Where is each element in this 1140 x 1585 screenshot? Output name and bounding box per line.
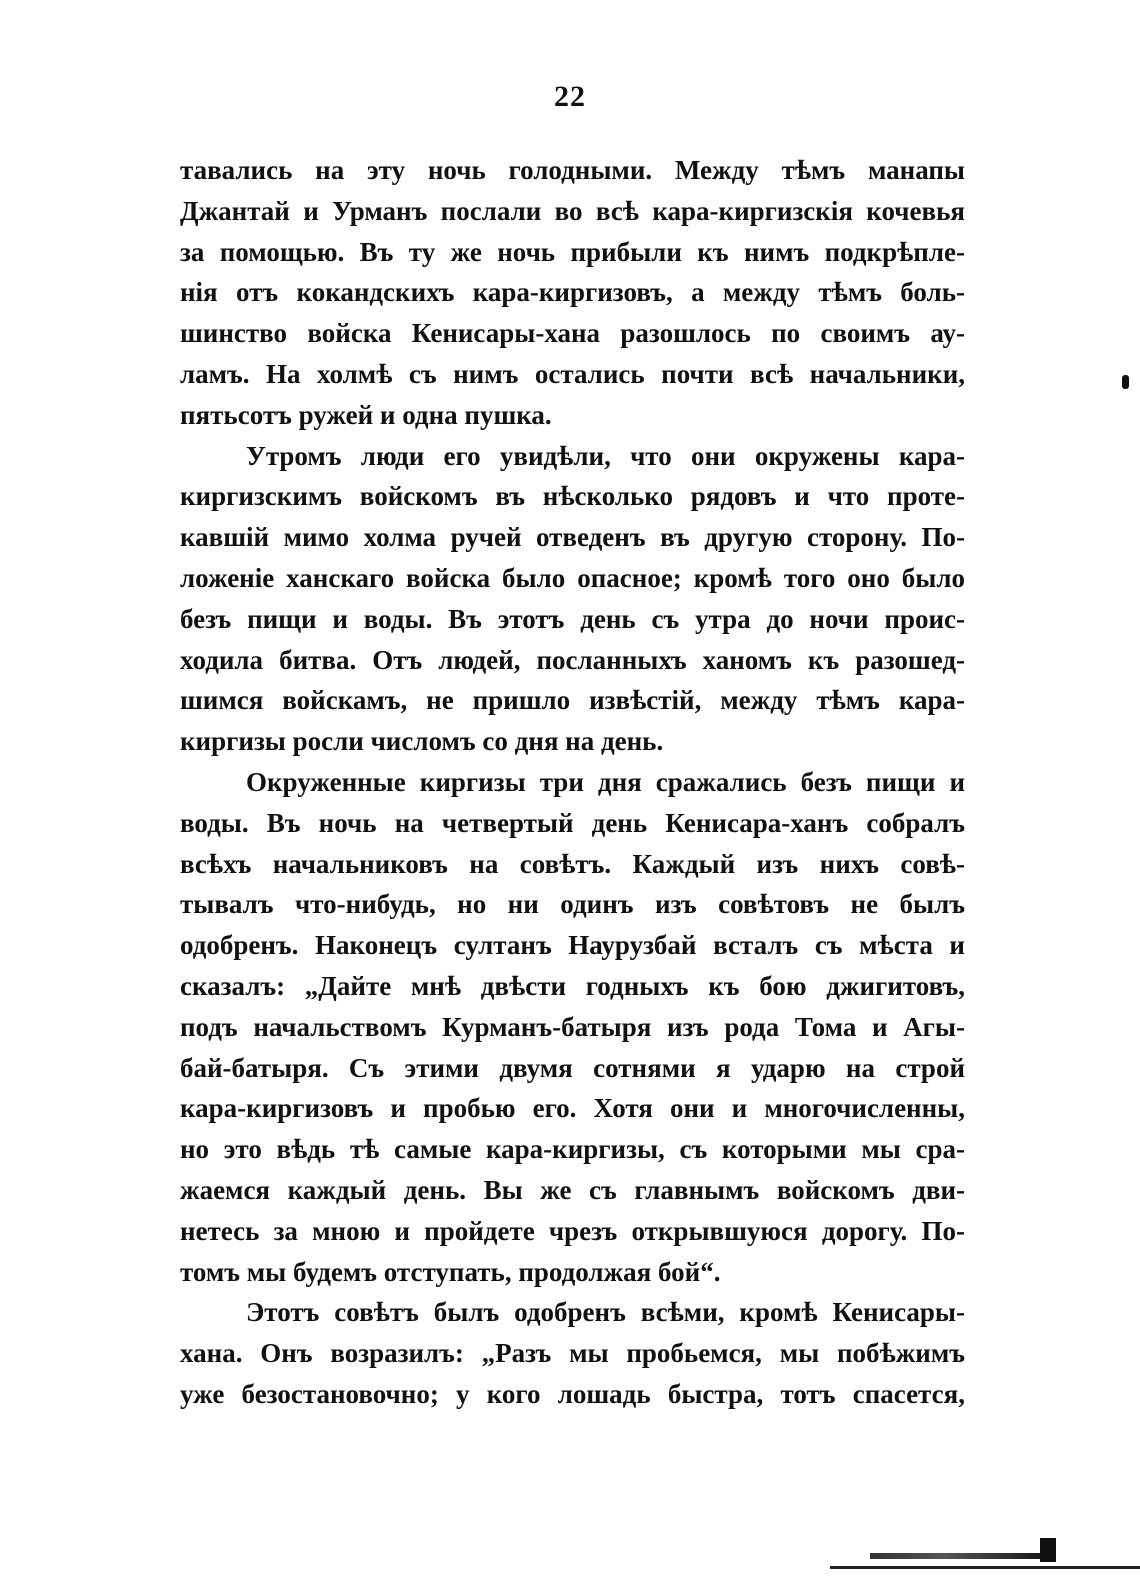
text-line: хана. Онъ возразилъ: „Разъ мы пробьемся, мы побѣжимъ	[180, 1338, 965, 1369]
text-line: всѣхъ начальниковъ на совѣтъ. Каждый изъ нихъ совѣ-	[180, 848, 965, 879]
text-line: шимся войскамъ, не пришло извѣстій, между тѣмъ кара-	[180, 685, 965, 716]
text-line: Окруженные киргизы три дня сражались безъ пищи и	[246, 766, 965, 797]
text-line: ложеніе ханскаго войска было опасное; кромѣ того оно было	[180, 562, 965, 593]
text-line: шинство войска Кенисары-хана разошлось по своимъ ау-	[180, 318, 965, 349]
text-line: безъ пищи и воды. Въ этотъ день съ утра до ночи проис-	[180, 603, 965, 634]
body-text	[180, 150, 965, 1415]
page-number: 22	[554, 80, 586, 113]
text-line: нетесь за мною и пройдете чрезъ открывшуюся дорогу. По-	[180, 1215, 965, 1246]
text-line: Этотъ совѣтъ былъ одобренъ всѣми, кромѣ Кенисары-	[246, 1297, 965, 1328]
text-line: Утромъ люди его увидѣли, что они окружены кара-	[246, 440, 965, 471]
text-line: томъ мы будемъ отступать, продолжая бой“.	[180, 1256, 721, 1287]
text-line: пятьсотъ ружей и одна пушка.	[180, 399, 552, 430]
text-line: но это вѣдь тѣ самые кара-киргизы, съ которыми мы сра-	[180, 1134, 965, 1165]
text-line: воды. Въ ночь на четвертый день Кенисара-ханъ собралъ	[180, 807, 965, 838]
text-line: уже безостановочно; у кого лошадь быстра, тотъ спасется,	[180, 1378, 965, 1409]
text-line: ламъ. На холмѣ съ нимъ остались почти всѣ начальники,	[180, 358, 965, 389]
margin-ink-mark	[1122, 375, 1129, 389]
text-line: одобренъ. Наконецъ султанъ Наурузбай всталъ съ мѣста и	[180, 930, 965, 961]
text-line: Джантай и Урманъ послали во всѣ кара-киргизскія кочевья	[180, 195, 965, 226]
text-line: тавались на эту ночь голодными. Между тѣмъ манапы	[180, 155, 965, 185]
bottom-scan-rule	[830, 1566, 1140, 1569]
text-line: киргизы росли числомъ со дня на день.	[180, 726, 664, 757]
text-line: бай-батыря. Съ этими двумя сотнями я ударю на строй	[180, 1052, 965, 1083]
bottom-scan-mark-end	[1040, 1538, 1056, 1562]
text-line: ходила битва. Отъ людей, посланныхъ ханомъ къ разошед-	[180, 644, 965, 675]
bottom-scan-mark	[870, 1553, 1055, 1559]
text-line: кара-киргизовъ и пробью его. Хотя они и многочисленны,	[180, 1093, 965, 1124]
text-line: нія отъ кокандскихъ кара-киргизовъ, а между тѣмъ боль-	[180, 277, 965, 308]
text-line: киргизскимъ войскомъ въ нѣсколько рядовъ и что проте-	[180, 481, 965, 512]
text-line: жаемся каждый день. Вы же съ главнымъ войскомъ дви-	[180, 1174, 965, 1205]
text-line: кавшій мимо холма ручей отведенъ въ другую сторону. По-	[180, 522, 965, 553]
text-line: за помощью. Въ ту же ночь прибыли къ нимъ подкрѣпле-	[180, 236, 965, 267]
text-line: подъ начальствомъ Курманъ-батыря изъ рода Тома и Агы-	[180, 1011, 965, 1042]
text-line: сказалъ: „Дайте мнѣ двѣсти годныхъ къ бою джигитовъ,	[180, 970, 965, 1001]
text-line: тывалъ что-нибудь, но ни одинъ изъ совѣтовъ не былъ	[180, 889, 965, 920]
